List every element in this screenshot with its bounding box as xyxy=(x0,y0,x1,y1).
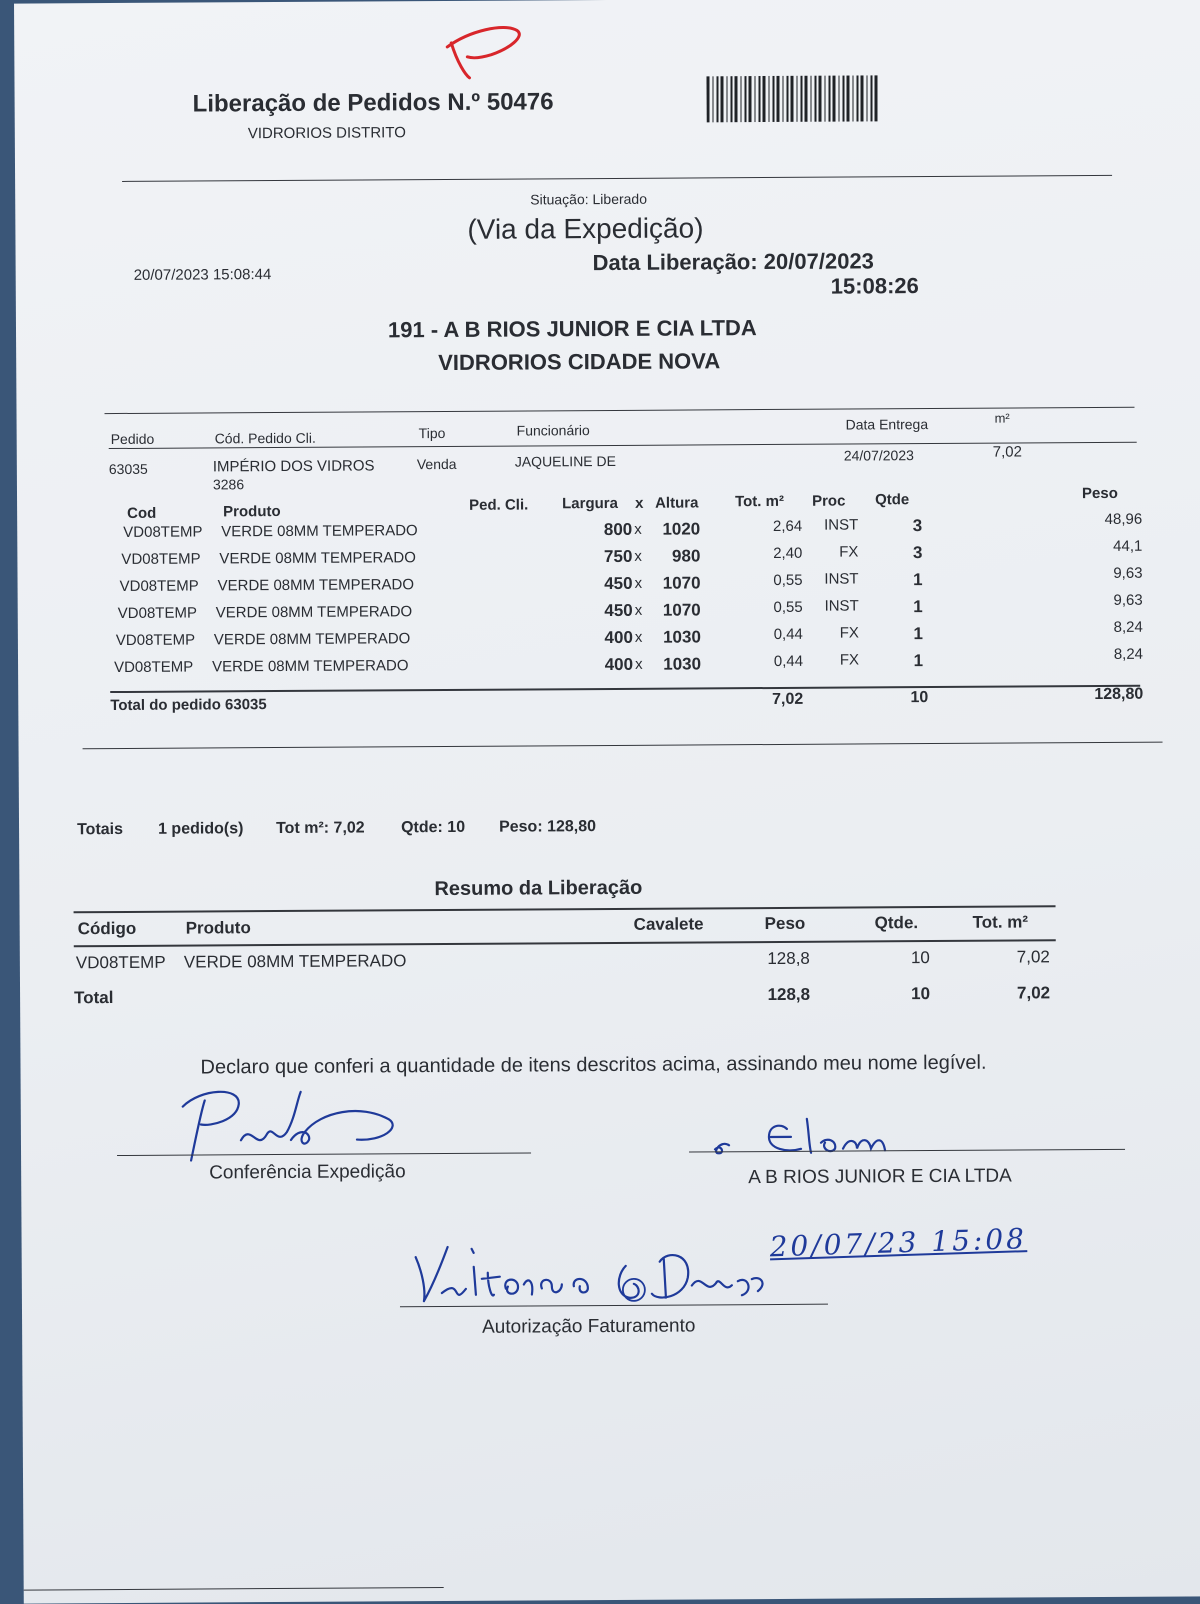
divider-order-end xyxy=(83,742,1163,750)
row-altura: 1030 xyxy=(663,654,702,674)
totals-peso: Peso: 128,80 xyxy=(498,818,597,836)
row-cod: VD08TEMP xyxy=(121,550,201,568)
row-x: x xyxy=(634,547,642,565)
row-largura: 450 xyxy=(604,600,633,621)
row-qtde: 3 xyxy=(912,516,923,536)
funcionario-value: JAQUELINE DE xyxy=(514,452,617,470)
row-peso: 9,63 xyxy=(1113,564,1143,582)
row-cod: VD08TEMP xyxy=(117,604,197,622)
row-produto: VERDE 08MM TEMPERADO xyxy=(213,630,411,649)
col-tot-m2: Tot. m² xyxy=(735,492,784,511)
row-qtde: 1 xyxy=(913,597,923,617)
divider-summary-top xyxy=(74,905,1056,913)
summary-row-peso: 128,8 xyxy=(767,948,810,969)
via-label: (Via da Expedição) xyxy=(467,212,704,245)
totals-qtde: Qtde: 10 xyxy=(401,818,466,837)
row-cod: VD08TEMP xyxy=(114,658,194,677)
summary-row-produto: VERDE 08MM TEMPERADO xyxy=(183,951,407,972)
row-cod: VD08TEMP xyxy=(123,523,203,541)
company-name: VIDRORIOS DISTRITO xyxy=(247,124,406,143)
totals-label: Totais xyxy=(77,820,124,839)
red-initial-mark xyxy=(429,22,529,83)
totals-pedidos: 1 pedido(s) xyxy=(158,820,244,838)
divider-top xyxy=(122,175,1112,182)
summary-col-codigo: Código xyxy=(77,918,137,939)
row-cod: VD08TEMP xyxy=(115,631,196,650)
row-x: x xyxy=(635,655,643,673)
row-tot-m2: 0,44 xyxy=(773,625,803,643)
row-tot-m2: 0,55 xyxy=(773,571,803,589)
col-peso: Peso xyxy=(1081,484,1118,503)
col-ped-cli: Ped. Cli. xyxy=(469,496,529,514)
col-data-entrega: Data Entrega xyxy=(845,416,929,433)
col-pedido: Pedido xyxy=(110,430,155,448)
handwritten-date: 20/07/23 15:08 xyxy=(769,1222,1028,1264)
row-proc: INST xyxy=(824,570,859,588)
divider-order-total xyxy=(110,685,1140,693)
cod-pedido-cli-value-2: 3286 xyxy=(212,476,245,493)
client-name: 191 - A B RIOS JUNIOR E CIA LTDA xyxy=(387,315,757,343)
page-title: Liberação de Pedidos N.º 50476 xyxy=(192,88,554,118)
cod-pedido-cli-value: IMPÉRIO DOS VIDROS xyxy=(212,457,375,476)
row-proc: FX xyxy=(839,624,859,642)
row-qtde: 1 xyxy=(913,570,923,590)
col-proc: Proc xyxy=(812,492,846,510)
row-tot-m2: 0,44 xyxy=(773,652,804,670)
col-qtde: Qtde xyxy=(875,491,910,509)
row-peso: 44,1 xyxy=(1113,537,1143,555)
col-cod: Cod xyxy=(127,504,157,522)
row-proc: INST xyxy=(824,597,859,615)
signature-conferencia xyxy=(161,1081,412,1173)
summary-total-tot-m2: 7,02 xyxy=(1016,983,1051,1003)
row-largura: 400 xyxy=(604,627,633,648)
summary-row-qtde: 10 xyxy=(910,948,930,968)
row-cod: VD08TEMP xyxy=(119,577,199,595)
summary-row-tot-m2: 7,02 xyxy=(1016,947,1050,967)
row-peso: 9,63 xyxy=(1113,591,1143,609)
tipo-value: Venda xyxy=(416,455,457,473)
barcode xyxy=(706,75,878,122)
col-x: x xyxy=(635,494,644,512)
order-total-label: Total do pedido 63035 xyxy=(110,696,267,715)
row-proc: FX xyxy=(839,651,860,669)
row-x: x xyxy=(634,628,643,646)
order-total-peso: 128,80 xyxy=(1094,685,1144,704)
declaration-text: Declaro que conferi a quantidade de itens descritos acima, assinando meu nome legível. xyxy=(200,1051,987,1079)
divider-order-top xyxy=(105,407,1135,414)
row-proc: INST xyxy=(823,516,859,534)
summary-col-tot-m2: Tot. m² xyxy=(972,912,1029,932)
row-x: x xyxy=(634,574,643,592)
col-funcionario: Funcionário xyxy=(516,422,590,439)
summary-total-label: Total xyxy=(74,988,114,1008)
data-entrega-value: 24/07/2023 xyxy=(843,447,914,464)
row-produto: VERDE 08MM TEMPERADO xyxy=(217,576,415,595)
situacao-status: Situação: Liberado xyxy=(530,190,648,208)
row-largura: 400 xyxy=(604,654,634,675)
row-peso: 48,96 xyxy=(1104,510,1143,528)
row-altura: 1020 xyxy=(662,519,701,539)
row-altura: 980 xyxy=(671,546,701,566)
row-qtde: 1 xyxy=(913,624,923,644)
col-largura: Largura xyxy=(562,494,618,513)
row-qtde: 3 xyxy=(912,543,923,563)
col-altura: Altura xyxy=(655,494,699,512)
row-tot-m2: 2,40 xyxy=(773,544,803,562)
pedido-value: 63035 xyxy=(108,460,148,478)
summary-col-produto: Produto xyxy=(185,918,251,938)
row-produto: VERDE 08MM TEMPERADO xyxy=(212,657,409,676)
col-m2: m² xyxy=(994,410,1010,426)
summary-title: Resumo da Liberação xyxy=(434,876,643,901)
client-store: VIDRORIOS CIDADE NOVA xyxy=(438,348,721,376)
autorizacao-label: Autorização Faturamento xyxy=(482,1315,696,1338)
summary-col-qtde: Qtde. xyxy=(874,913,919,933)
row-altura: 1070 xyxy=(662,600,701,620)
summary-row-codigo: VD08TEMP xyxy=(75,952,166,973)
m2-value: 7,02 xyxy=(992,443,1023,461)
row-x: x xyxy=(634,520,642,538)
col-produto: Produto xyxy=(223,503,281,521)
row-x: x xyxy=(634,601,643,619)
row-produto: VERDE 08MM TEMPERADO xyxy=(219,549,416,568)
row-largura: 800 xyxy=(603,519,633,540)
row-largura: 450 xyxy=(604,573,633,594)
row-tot-m2: 2,64 xyxy=(772,517,803,535)
signature-client xyxy=(711,1108,951,1169)
order-total-qtde: 10 xyxy=(910,689,929,707)
document-page xyxy=(14,0,1200,1604)
summary-col-peso: Peso xyxy=(764,913,806,934)
row-produto: VERDE 08MM TEMPERADO xyxy=(221,522,418,541)
totals-m2: Tot m²: 7,02 xyxy=(276,819,365,838)
row-qtde: 1 xyxy=(913,651,924,671)
divider-summary-header xyxy=(74,939,1056,947)
data-liberacao-time: 15:08:26 xyxy=(830,273,919,299)
data-liberacao: Data Liberação: 20/07/2023 xyxy=(592,248,874,276)
col-cod-pedido-cli: Cód. Pedido Cli. xyxy=(214,429,316,447)
client-signature-label: A B RIOS JUNIOR E CIA LTDA xyxy=(748,1165,1012,1189)
order-total-m2: 7,02 xyxy=(772,690,804,709)
row-largura: 750 xyxy=(603,546,633,567)
row-proc: FX xyxy=(839,543,859,561)
row-altura: 1070 xyxy=(662,573,701,593)
printed-timestamp: 20/07/2023 15:08:44 xyxy=(133,266,272,284)
summary-total-peso: 128,8 xyxy=(767,984,811,1005)
row-tot-m2: 0,55 xyxy=(773,598,803,616)
col-tipo: Tipo xyxy=(418,424,446,442)
row-peso: 8,24 xyxy=(1113,618,1143,636)
bottom-rule xyxy=(24,1587,444,1591)
row-altura: 1030 xyxy=(663,627,701,647)
summary-total-qtde: 10 xyxy=(911,984,931,1004)
conferencia-label: Conferência Expedição xyxy=(209,1161,406,1184)
summary-col-cavalete: Cavalete xyxy=(633,914,704,934)
row-peso: 8,24 xyxy=(1113,645,1144,663)
row-produto: VERDE 08MM TEMPERADO xyxy=(215,603,413,622)
